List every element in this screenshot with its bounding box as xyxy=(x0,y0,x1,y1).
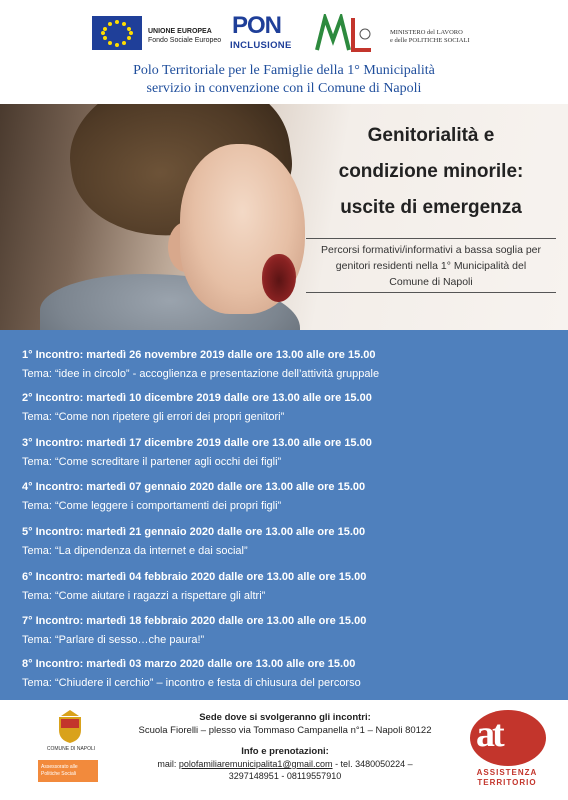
hero-banner xyxy=(0,104,568,330)
orange-line1: Assessorato alle xyxy=(41,764,78,770)
schedule-band xyxy=(0,330,568,700)
venue-title: Sede dove si svolgeranno gli incontri: xyxy=(199,712,371,723)
at-name-line2: TERRITORIO xyxy=(477,778,537,787)
meeting-heading: 5° Incontro: martedì 21 gennaio 2020 dalle ore 13.00 alle ore 15.00 xyxy=(22,526,366,538)
polo-line2: servizio in convenzione con il Comune di Napoli xyxy=(146,81,422,96)
logo-header xyxy=(0,10,568,58)
pon-sub: INCLUSIONE xyxy=(230,40,292,51)
hero-rule-top xyxy=(306,238,556,239)
meeting-item xyxy=(22,570,562,603)
pon-logo xyxy=(228,12,296,52)
at-name-line1: ASSISTENZA xyxy=(476,768,538,777)
venue-address: Scuola Fiorelli – plesso via Tommaso Campanella n°1 – Napoli 80122 xyxy=(138,725,432,736)
orange-line2: Politiche Sociali xyxy=(41,771,77,777)
hero-rule-bottom xyxy=(306,292,556,293)
meeting-topic: Tema: “Come screditare il partener agli occhi dei figli” xyxy=(22,456,282,468)
eu-label xyxy=(148,27,221,45)
meeting-topic: Tema: “Come non ripetere gli errori dei propri genitori” xyxy=(22,411,285,423)
hero-subtitle-line1: Percorsi formativi/informativi a bassa soglia per xyxy=(321,244,541,256)
meeting-heading: 8° Incontro: martedì 03 marzo 2020 dalle ore 13.00 alle ore 15.00 xyxy=(22,658,356,670)
meeting-topic: Tema: “La dipendenza da internet e dai social” xyxy=(22,545,248,557)
contact-line xyxy=(100,759,470,769)
email-link[interactable]: polofamiliaremunicipalita1@gmail.com xyxy=(178,759,333,769)
meeting-item xyxy=(22,657,562,690)
meeting-item xyxy=(22,480,562,513)
meeting-item xyxy=(22,436,562,469)
ministry-line1: MINISTERO del LAVORO xyxy=(390,29,463,36)
meeting-topic: Tema: “Come aiutare i ragazzi a rispettare gli altri” xyxy=(22,590,266,602)
polo-heading xyxy=(0,62,568,98)
info-title: Info e prenotazioni: xyxy=(241,746,329,757)
hero-title-line3: uscite di emergenza xyxy=(340,197,522,218)
comune-label: COMUNE DI NAPOLI xyxy=(46,746,96,752)
hero-subtitle-line2: genitori residenti nella 1° Municipalità del xyxy=(335,260,527,272)
mail-prefix: mail: xyxy=(157,759,179,769)
meeting-heading: 3° Incontro: martedì 17 dicembre 2019 dalle ore 13.00 alle ore 15.00 xyxy=(22,437,372,449)
meeting-item xyxy=(22,391,562,424)
at-mark: at xyxy=(476,713,502,755)
politiche-sociali-badge xyxy=(38,760,98,782)
meeting-item xyxy=(22,614,562,647)
meeting-topic: Tema: “Parlare di sesso…che paura!” xyxy=(22,634,205,646)
comune-crest-icon xyxy=(55,708,85,744)
phone-line: 3297148951 - 08119557910 xyxy=(228,771,342,781)
meeting-heading: 1° Incontro: martedì 26 novembre 2019 dalle ore 13.00 alle ore 15.00 xyxy=(22,349,376,361)
meeting-heading: 2° Incontro: martedì 10 dicembre 2019 dalle ore 13.00 alle ore 15.00 xyxy=(22,392,372,404)
phone-text: - tel. 3480050224 – xyxy=(332,759,413,769)
hero-subtitle xyxy=(306,242,556,290)
pon-word: PON xyxy=(232,12,282,39)
hero-title xyxy=(316,118,546,226)
eu-flag-icon xyxy=(92,16,142,50)
meeting-item xyxy=(22,525,562,558)
meeting-heading: 6° Incontro: martedì 04 febbraio 2020 dalle ore 13.00 alle ore 15.00 xyxy=(22,571,367,583)
meeting-heading: 7° Incontro: martedì 18 febbraio 2020 dalle ore 13.00 alle ore 15.00 xyxy=(22,615,367,627)
polo-line1: Polo Territoriale per le Famiglie della 1° Municipalità xyxy=(133,63,435,78)
meeting-topic: Tema: “idee in circolo” - accoglienza e presentazione dell’attività gruppale xyxy=(22,368,380,380)
hero-title-line2: condizione minorile: xyxy=(338,161,524,182)
hero-title-line1: Genitorialità e xyxy=(367,125,495,146)
footer xyxy=(0,700,568,800)
meeting-topic: Tema: “Chiudere il cerchio” – incontro e festa di chiusura del percorso xyxy=(22,677,361,689)
ministry-logo-icon xyxy=(313,14,375,54)
mouth-shape xyxy=(262,254,296,302)
meeting-heading: 4° Incontro: martedì 07 gennaio 2020 dalle ore 13.00 alle ore 15.00 xyxy=(22,481,366,493)
ministry-label xyxy=(390,29,470,45)
eu-line1: UNIONE EUROPEA xyxy=(148,28,212,35)
ministry-line2: e delle POLITICHE SOCIALI xyxy=(390,37,470,44)
meeting-topic: Tema: “Come leggere i comportamenti dei propri figli” xyxy=(22,500,282,512)
meeting-item xyxy=(22,348,562,381)
eu-line2: Fondo Sociale Europeo xyxy=(148,37,222,44)
hero-subtitle-line3: Comune di Napoli xyxy=(389,276,473,288)
assistenza-territorio-logo xyxy=(462,710,552,796)
